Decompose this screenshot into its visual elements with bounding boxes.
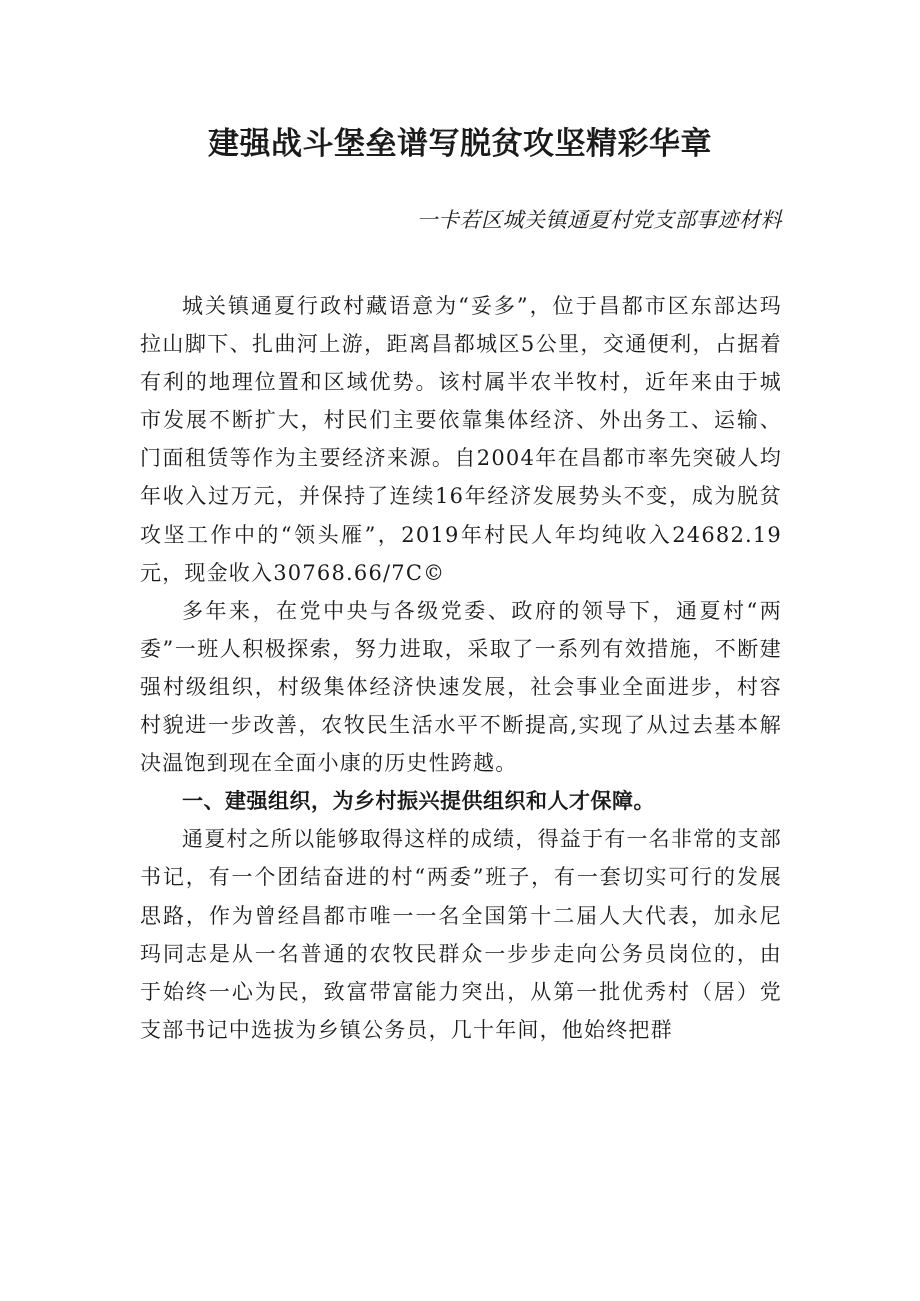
document-title: 建强战斗堡垒谱写脱贫攻坚精彩华章 — [208, 126, 712, 162]
paragraph-section-1: 通夏村之所以能够取得这样的成绩，得益于有一名非常的支部书记，有一个团结奋进的村“两委”班子，有一套切实可行的发展思路，作为曾经昌都市唯一一名全国第十二届人大代表，加永尼玛同志是从一名普通的农牧民群众一步步走向公务员岗位的，由于始终一心为民，致富带富能力突出，从第一批优秀村（居）党支部书记中选拔为乡镇公务员，几十年间，他始终把群 — [140, 827, 782, 1042]
document-body — [140, 287, 782, 1049]
paragraph-overview: 多年来，在党中央与各级党委、政府的领导下，通夏村“两委”一班人积极探索，努力进取，采取了一系列有效措施，不断建强村级组织，村级集体经济快速发展，社会事业全面进步，村容村貌进一步改善，农牧民生活水平不断提高,实现了从过去基本解决温饱到现在全面小康的历史性跨越。 — [140, 598, 782, 776]
paragraph-intro: 城关镇通夏行政村藏语意为“妥多”，位于昌都市区东部达玛拉山脚下、扎曲河上游，距离昌都城区5公里，交通便利，占据着有利的地理位置和区域优势。该村属半农半牧村，近年来由于城市发展不断扩大，村民们主要依靠集体经济、外出务工、运输、门面租赁等作为主要经济来源。自2004年在昌都市率先突破人均年收入过万元，并保持了连续16年经济发展势头不变，成为脱贫攻坚工作中的“领头雁”，2019年村民人年均纯收入24682.19元，现金收入30768.66/7C© — [140, 294, 782, 585]
section-heading: 一、建强组织，为乡村振兴提供组织和人才保障。 — [182, 789, 655, 814]
document-subtitle: 一卡若区城关镇通夏村党支部事迹材料 — [416, 208, 782, 232]
